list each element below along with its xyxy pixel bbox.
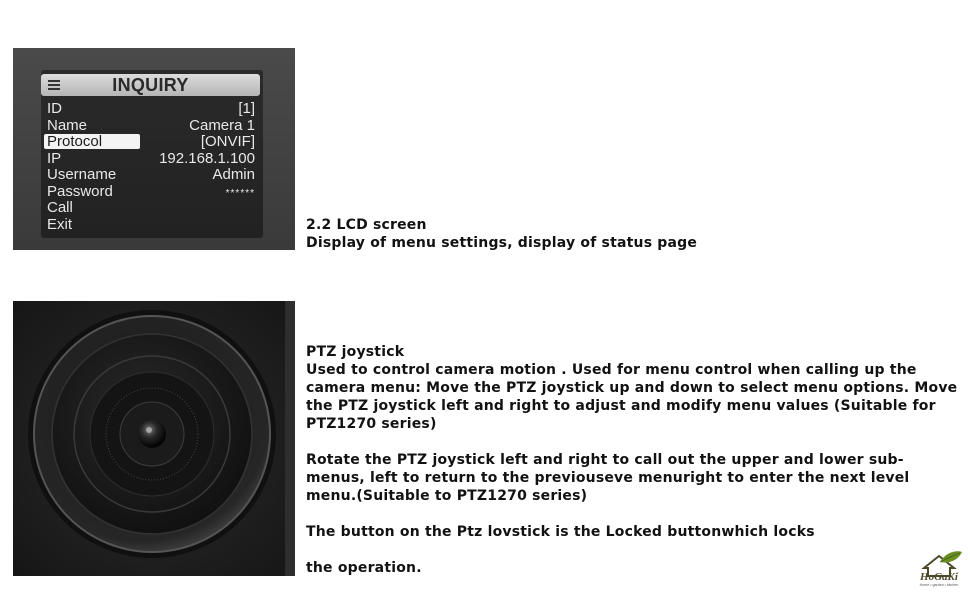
lcd-screen-photo [13,48,295,250]
lcd-menu-row [41,167,263,184]
ptz-joystick-photo [13,301,295,576]
lcd-menu-row [41,101,263,118]
logo-brand: HoGaKi [920,571,958,583]
lcd-row-value: Admin [212,166,255,183]
lcd-menu-title: INQUIRY [112,74,189,95]
joystick-illustration [13,301,295,576]
lcd-description: Display of menu settings, display of status page [306,235,698,251]
lcd-menu-row [41,151,263,168]
lcd-row-value: Camera 1 [189,116,255,134]
joystick-paragraph-2: Rotate the PTZ joystick left and right to call out the upper and lower sub-menus, left to return to the previouseve menuright to enter the next level menu.(Suitable to PTZ1270 series) [306,452,910,504]
lcd-row-label: Protocol [44,134,140,149]
house-leaf-icon [910,546,968,588]
logo-tagline: Home • garden • kitchen [919,583,959,587]
lcd-menu-row [41,118,263,135]
lcd-row-label: Password [47,182,113,200]
joystick-heading: PTZ joystick [306,344,405,360]
lcd-menu-row [41,217,263,234]
lcd-menu-list [41,101,263,233]
lcd-menu-row [41,200,263,217]
lcd-menu-row [41,184,263,201]
joystick-paragraph-1: Used to control camera motion . Used for menu control when calling up the camera menu: Move the PTZ joystick up and down to select menu options. Move the PTZ joystick left and right to adjust and modify menu values (Suitable for PTZ1270 series) [306,362,958,432]
lcd-row-value: [ONVIF] [200,133,255,150]
menu-list-icon [48,80,60,90]
lcd-menu-row [41,134,263,151]
lcd-row-label: Call [47,199,73,216]
brand-logo [910,546,968,588]
joystick-paragraph-3: The button on the Ptz lovstick is the Locked buttonwhich locks [306,524,815,540]
lcd-row-value: [1] [238,100,255,117]
lcd-menu-header [41,74,260,96]
lcd-row-label: ID [47,100,62,117]
lcd-row-value: 192.168.1.100 [159,149,255,167]
joystick-section [306,343,961,577]
lcd-row-label: IP [47,149,62,167]
lcd-row-label: Exit [47,215,73,233]
lcd-display [41,70,263,238]
lcd-heading: 2.2 LCD screen [306,217,427,233]
lcd-section [306,216,961,252]
lcd-row-label: Username [47,166,117,183]
lcd-row-label: Name [47,116,88,134]
lcd-row-value: ****** [225,187,255,199]
joystick-paragraph-4: the operation. [306,560,422,576]
